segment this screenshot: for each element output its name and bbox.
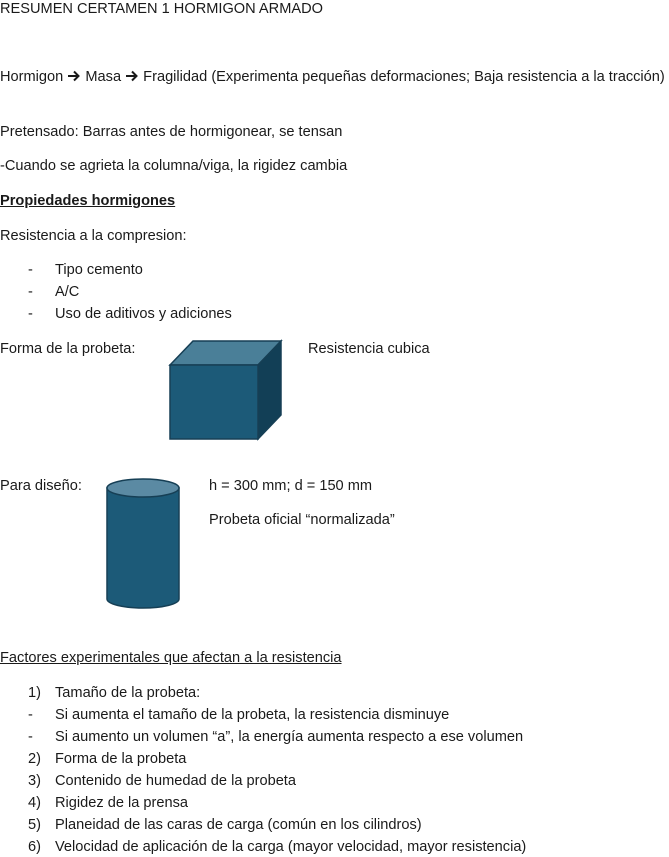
right-arrow-icon	[67, 69, 81, 83]
list-item-text: Rigidez de la prensa	[55, 795, 189, 811]
masa-text: Masa	[81, 69, 126, 85]
dimensiones-text: h = 300 mm; d = 150 mm	[209, 478, 373, 494]
list-marker: 6)	[28, 839, 41, 855]
list-marker: 3)	[28, 773, 41, 789]
list-item	[0, 282, 400, 302]
list-item	[0, 793, 669, 813]
list-item	[0, 771, 669, 791]
list-item-text: Forma de la probeta	[55, 751, 187, 767]
list-item	[0, 727, 669, 747]
list-item-text: Si aumento un volumen “a”, la energía aumenta respecto a ese volumen	[55, 729, 524, 745]
list-item-text: A/C	[55, 284, 80, 300]
list-item-text: Planeidad de las caras de carga (común en los cilindros)	[55, 817, 422, 833]
list-marker: -	[28, 729, 33, 745]
list-item	[0, 304, 400, 324]
list-marker: 2)	[28, 751, 41, 767]
list-item-text: Tamaño de la probeta:	[55, 685, 201, 701]
list-item-text: Velocidad de aplicación de la carga (mayor velocidad, mayor resistencia)	[55, 839, 527, 855]
right-arrow-icon	[125, 69, 139, 83]
list-marker: 4)	[28, 795, 41, 811]
document-title: RESUMEN CERTAMEN 1 HORMIGON ARMADO	[0, 1, 323, 17]
list-item-text: Si aumenta el tamaño de la probeta, la resistencia disminuye	[55, 707, 450, 723]
hormigon-paragraph	[0, 66, 668, 88]
probeta-oficial-text: Probeta oficial “normalizada”	[209, 512, 395, 528]
pretensado-text: Pretensado: Barras antes de hormigonear, se tensan	[0, 124, 343, 140]
cube-probeta-icon	[168, 338, 284, 442]
list-marker: 1)	[28, 685, 41, 701]
list-marker: -	[28, 707, 33, 723]
list-item	[0, 683, 669, 703]
factores-heading: Factores experimentales que afectan a la resistencia	[0, 650, 342, 666]
forma-probeta-label: Forma de la probeta:	[0, 341, 136, 357]
list-marker: -	[28, 262, 33, 278]
para-diseno-label: Para diseño:	[0, 478, 82, 494]
list-marker: -	[28, 306, 33, 322]
list-item	[0, 837, 669, 857]
list-item	[0, 705, 669, 725]
list-item-text: Tipo cemento	[55, 262, 143, 278]
list-item-text: Contenido de humedad de la probeta	[55, 773, 296, 789]
list-marker: -	[28, 284, 33, 300]
hormigon-text: Hormigon	[0, 69, 68, 85]
fragilidad-text: Fragilidad (Experimenta pequeñas deformaciones; Baja resistencia a la tracción)	[139, 69, 665, 85]
list-item	[0, 749, 669, 769]
compresion-label: Resistencia a la compresion:	[0, 228, 187, 244]
list-marker: 5)	[28, 817, 41, 833]
cylinder-probeta-icon	[104, 477, 182, 611]
list-item	[0, 260, 400, 280]
resistencia-cubica-label: Resistencia cubica	[308, 341, 430, 357]
list-item	[0, 815, 669, 835]
list-item-text: Uso de aditivos y adiciones	[55, 306, 232, 322]
propiedades-heading: Propiedades hormigones	[0, 193, 176, 209]
agrieta-text: -Cuando se agrieta la columna/viga, la rigidez cambia	[0, 158, 348, 174]
